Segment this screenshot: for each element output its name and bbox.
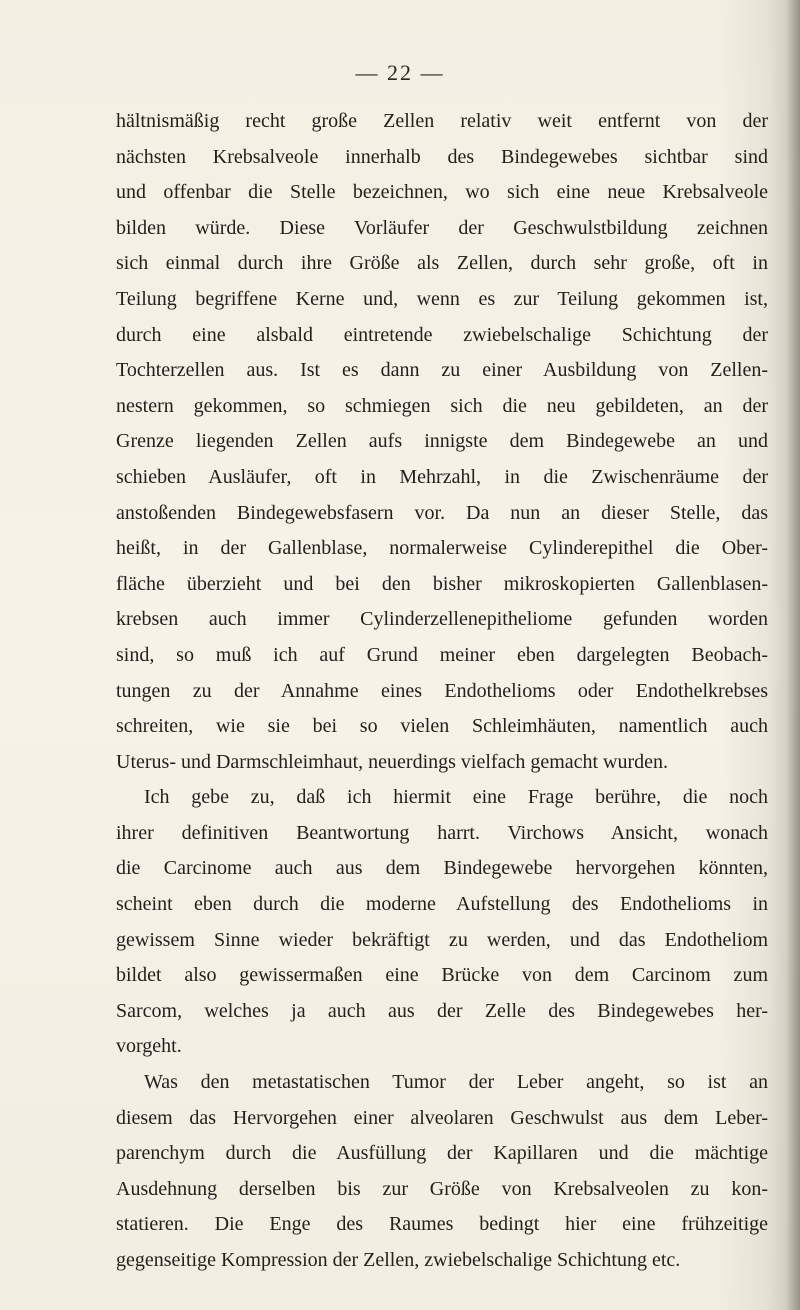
text-line: nächsten Krebsalveole innerhalb des Bindegewebes sichtbar sind bbox=[116, 145, 768, 168]
text-line: schieben Ausläufer, oft in Mehrzahl, in die Zwischenräume der bbox=[116, 465, 768, 488]
text-line: Sarcom, welches ja auch aus der Zelle des Bindegewebes her- bbox=[116, 999, 768, 1022]
text-line: vorgeht. bbox=[116, 1035, 182, 1058]
page-number: — 22 — bbox=[355, 60, 445, 85]
text-line: sich einmal durch ihre Größe als Zellen, durch sehr große, oft in bbox=[116, 252, 768, 275]
text-line: die Carcinome auch aus dem Bindegewebe hervorgehen könnten, bbox=[116, 857, 768, 880]
text-line: tungen zu der Annahme eines Endothelioms oder Endothelkrebses bbox=[116, 679, 768, 702]
text-line: scheint eben durch die moderne Aufstellung des Endothelioms in bbox=[116, 893, 768, 916]
text-line: Ausdehnung derselben bis zur Größe von Krebsalveolen zu kon- bbox=[116, 1177, 768, 1200]
text-line: und offenbar die Stelle bezeichnen, wo sich eine neue Krebsalveole bbox=[116, 181, 768, 204]
text-line: ihrer definitiven Beantwortung harrt. Virchows Ansicht, wonach bbox=[116, 821, 768, 844]
page-edge-shadow bbox=[786, 0, 800, 1310]
text-line: bilden würde. Diese Vorläufer der Geschwulstbildung zeichnen bbox=[116, 216, 768, 239]
text-line: schreiten, wie sie bei so vielen Schleimhäuten, namentlich auch bbox=[116, 715, 768, 738]
text-line: parenchym durch die Ausfüllung der Kapillaren und die mächtige bbox=[116, 1142, 768, 1165]
text-line: fläche überzieht und bei den bisher mikroskopierten Gallenblasen- bbox=[116, 572, 768, 595]
text-line: statieren. Die Enge des Raumes bedingt hier eine frühzeitige bbox=[116, 1213, 768, 1236]
text-line: gewissem Sinne wieder bekräftigt zu werden, und das Endotheliom bbox=[116, 928, 768, 951]
text-line: Ich gebe zu, daß ich hiermit eine Frage berühre, die noch bbox=[144, 786, 768, 809]
text-line: Uterus- und Darmschleimhaut, neuerdings vielfach gemacht wurden. bbox=[116, 750, 669, 773]
text-line: durch eine alsbald eintretende zwiebelschalige Schichtung der bbox=[116, 323, 768, 346]
text-line: Was den metastatischen Tumor der Leber angeht, so ist an bbox=[144, 1071, 768, 1094]
text-line: hältnismäßig recht große Zellen relativ weit entfernt von der bbox=[116, 110, 768, 132]
text-line: nestern gekommen, so schmiegen sich die neu gebildeten, an der bbox=[116, 394, 768, 417]
text-line: gegenseitige Kompression der Zellen, zwiebelschalige Schichtung etc. bbox=[116, 1249, 681, 1271]
text-line: Grenze liegenden Zellen aufs innigste dem Bindegewebe an und bbox=[116, 430, 768, 453]
text-line: sind, so muß ich auf Grund meiner eben dargelegten Beobach- bbox=[116, 643, 768, 666]
text-line: diesem das Hervorgehen einer alveolaren Geschwulst aus dem Leber- bbox=[116, 1106, 768, 1129]
text-line: heißt, in der Gallenblase, normalerweise Cylinderepithel die Ober- bbox=[116, 537, 768, 560]
text-line: Teilung begriffene Kerne und, wenn es zur Teilung gekommen ist, bbox=[116, 287, 768, 310]
text-line: krebsen auch immer Cylinderzellenepitheliome gefunden worden bbox=[116, 608, 768, 631]
body-text bbox=[116, 104, 768, 1279]
text-line: Tochterzellen aus. Ist es dann zu einer Ausbildung von Zellen- bbox=[116, 359, 768, 382]
text-line: anstoßenden Bindegewebsfasern vor. Da nun an dieser Stelle, das bbox=[116, 501, 768, 524]
text-line: bildet also gewissermaßen eine Brücke von dem Carcinom zum bbox=[116, 964, 768, 987]
